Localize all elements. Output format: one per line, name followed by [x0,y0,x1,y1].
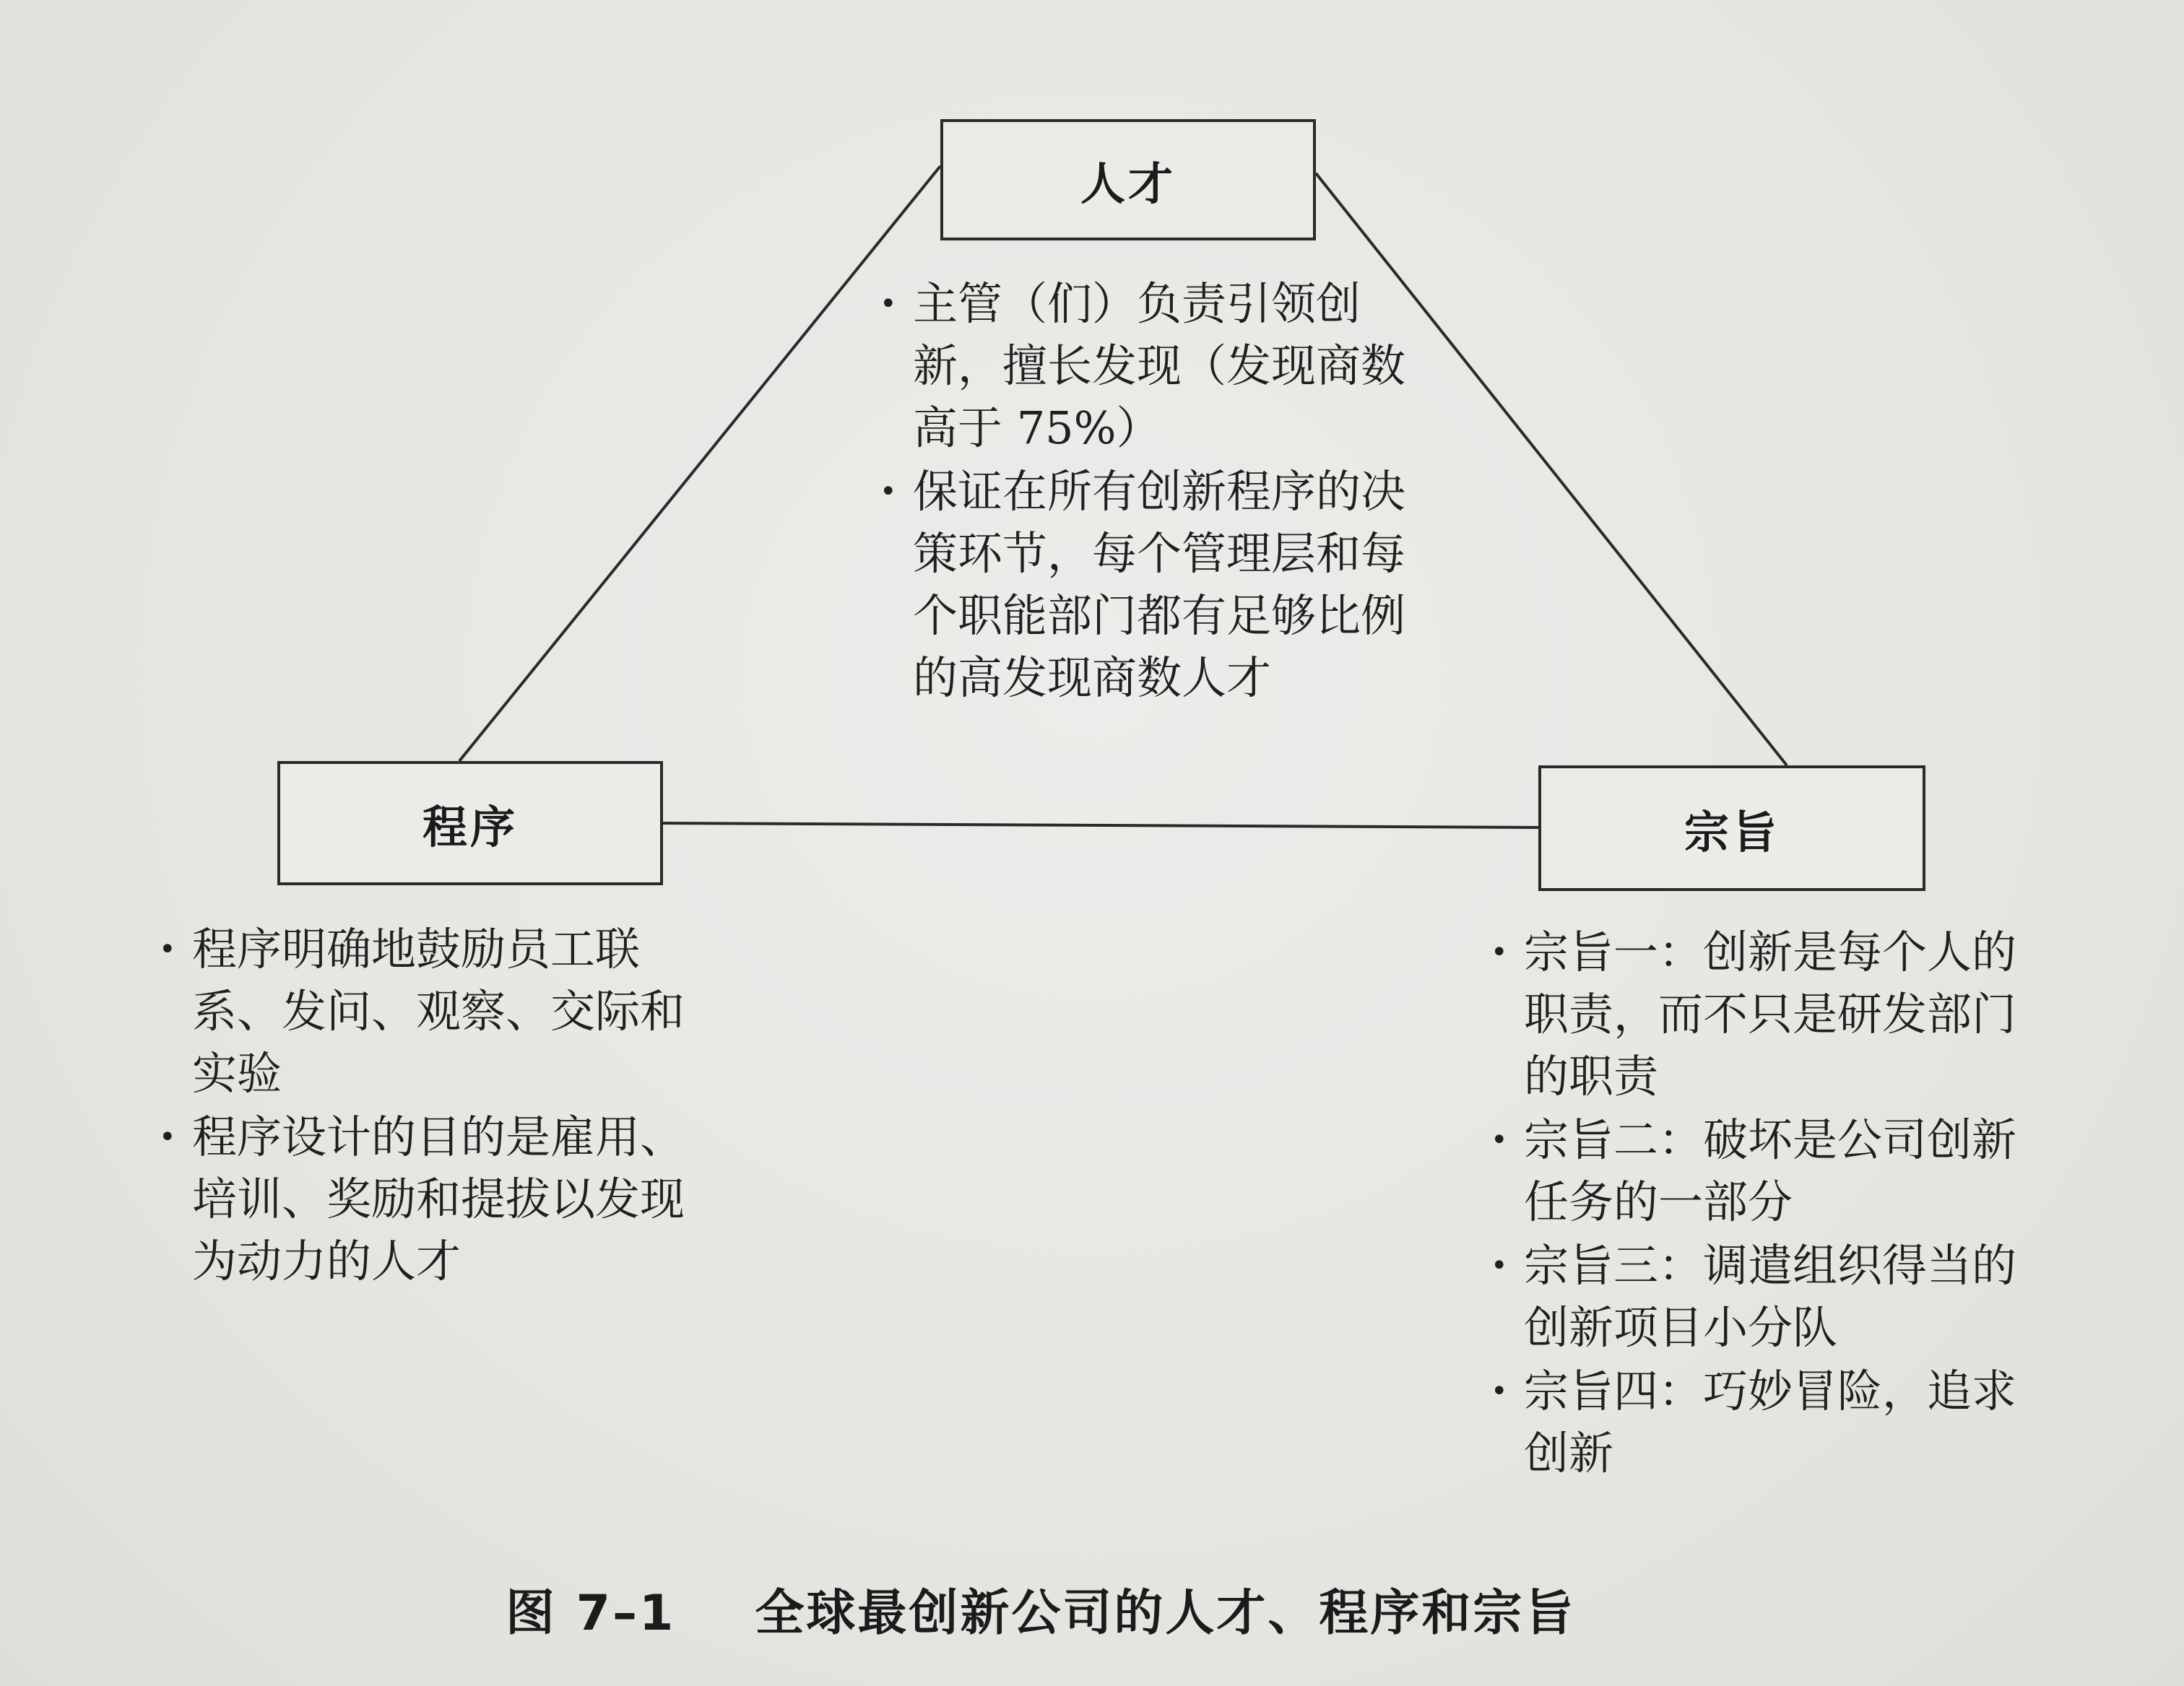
process-notes [159,918,722,1294]
node-process-label: 程序 [422,800,518,853]
talent-note-2 [880,461,1414,709]
purpose-notes [1491,921,2054,1486]
bullet-icon: • [159,933,176,966]
bullet-icon: • [1491,936,1508,969]
figure-number: 图 7–1 [506,1585,676,1642]
purpose-note-3 [1491,1235,2054,1359]
process-note-2-text: 程序设计的目的是雇用、培训、奖励和提拔以发现为动力的人才 [192,1111,685,1287]
process-note-1-text: 程序明确地鼓励员工联系、发问、观察、交际和实验 [192,923,685,1100]
talent-note-1 [880,273,1414,459]
node-talent [940,119,1316,240]
bullet-icon: • [1491,1375,1508,1408]
node-process [277,761,663,885]
figure-title: 全球最创新公司的人才、程序和宗旨 [755,1585,1576,1642]
purpose-note-1 [1491,921,2054,1108]
bullet-icon: • [880,287,897,321]
purpose-note-2 [1491,1109,2054,1233]
bullet-icon: • [159,1121,176,1154]
purpose-note-3-text: 宗旨三：调遣组织得当的创新项目小分队 [1524,1239,2017,1354]
process-note-1 [159,918,722,1105]
edge-process-purpose [663,823,1538,827]
talent-note-1-text: 主管（们）负责引领创新，擅长发现（发现商数高于 75%） [913,277,1406,454]
purpose-note-4-text: 宗旨四：巧妙冒险，追求创新 [1524,1365,2017,1479]
node-purpose-label: 宗旨 [1684,805,1780,859]
figure-caption [506,1574,1733,1646]
bullet-icon: • [1491,1249,1508,1282]
node-talent-label: 人才 [1080,157,1176,210]
purpose-note-4 [1491,1360,2054,1485]
process-note-2 [159,1106,722,1292]
purpose-note-1-text: 宗旨一：创新是每个人的职责，而不只是研发部门的职责 [1524,926,2017,1103]
talent-notes [880,273,1414,711]
bullet-icon: • [880,475,897,508]
talent-note-2-text: 保证在所有创新程序的决策环节，每个管理层和每个职能部门都有足够比例的高发现商数人才 [913,465,1406,704]
node-purpose [1538,765,1925,891]
purpose-note-2-text: 宗旨二：破坏是公司创新任务的一部分 [1524,1113,2017,1228]
bullet-icon: • [1491,1124,1508,1157]
edge-talent-process [459,166,940,761]
